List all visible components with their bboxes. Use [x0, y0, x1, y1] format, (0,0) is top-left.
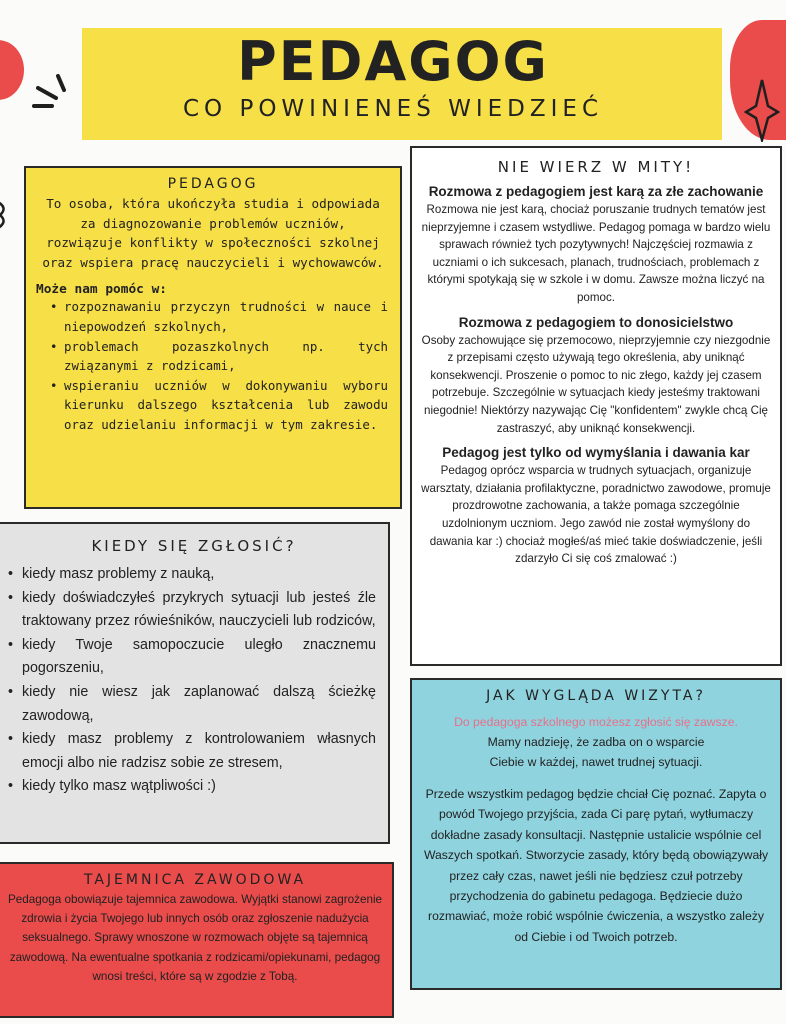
myths-box [410, 146, 782, 666]
myth-title: Pedagog jest tylko od wymyślania i dawania kar [442, 445, 750, 461]
when-item: • kiedy tylko masz wątpliwości :) [22, 775, 376, 799]
visit-intro: Mamy nadzieję, że zadba on o wsparcie Ciebie w każdej, nawet trudnej sytuacji. [487, 735, 705, 769]
myth-item [412, 445, 780, 568]
when-item: • kiedy nie wiesz jak zaplanować dalszą ścieżkę zawodową, [22, 681, 376, 728]
page-title: PEDAGOG [237, 30, 549, 93]
visit-heading: JAK WYGLĄDA WIZYTA? [486, 688, 706, 704]
myth-item [412, 184, 780, 307]
help-item: • wspieraniu uczniów w dokonywaniu wyboru kierunku dalszego kształcenia lub zawodu oraz udzielaniu informacji w tym zakresie. [64, 376, 388, 435]
myths-heading: NIE WIERZ W MITY! [497, 158, 695, 176]
myth-title: Rozmowa z pedagogiem jest karą za złe zachowanie [428, 184, 764, 199]
secret-text: Pedagoga obowiązuje tajemnica zawodowa. Wyjątki stanowi zagrożenie zdrowia i życia Twojego lub innych osób oraz zgłoszenie nadużycia seksualnego. Sprawy wnoszone w rozmowach objęte są tajemnicą zawodową. Na ewentualne spotkania z rodzicami/opiekunami, pedagog wnosi treści, które są w zgodzie z Tobą. [7, 893, 383, 983]
visit-text: Przede wszystkim pedagog będzie chciał Cię poznać. Zapyta o powód Twojego przyjścia, zada Ci parę pytań, wytłumaczy dokładne zasady konsultacji. Następnie ustalicie wspólnie cel Waszych spotkań. Stworzycie zasady, który będą obowiązywały przez cały czas, nawet jeśli nie będziesz czuł potrzeby przychodzenia do gabinetu pedagoga. Będziecie dużo rozmawiać, może robić wspólnie ćwiczenia, a wszystko zależy od Ciebie i od Twoich potrzeb. [423, 787, 769, 944]
help-item: • problemach pozaszkolnych np. tych związanymi z rodzicami, [64, 337, 388, 376]
when-heading: KIEDY SIĘ ZGŁOSIĆ? [91, 537, 297, 555]
myth-title: Rozmowa z pedagogiem to donosicielstwo [458, 314, 734, 330]
when-item: • kiedy masz problemy z nauką, [22, 563, 376, 587]
visit-highlight: Do pedagoga szkolnego możesz zgłosić się zawsze. [454, 715, 738, 729]
help-item: • rozpoznawaniu przyczyn trudności w nauce i niepowodzeń szkolnych, [64, 297, 388, 336]
when-item: • kiedy masz problemy z kontrolowaniem własnych emocji albo nie radzisz sobie ze stresem, [22, 728, 376, 775]
help-heading: Może nam pomóc w: [36, 282, 167, 298]
when-list [0, 563, 388, 799]
when-item: • kiedy doświadczyłeś przykrych sytuacji lub jesteś źle traktowany przez rówieśników, nauczycieli lub rodziców, [22, 587, 376, 634]
myth-item [412, 315, 780, 438]
when-box [0, 522, 390, 844]
pedagog-box [24, 166, 402, 509]
myth-text: Osoby zachowujące się przemocowo, nieprzyjemnie czy niezgodnie z przepisami często używają tego określenia, aby uniknąć konsekwencji. Proszenie o pomoc to nic złego, każdy jej czasem potrzebuje. Szczególnie w sytuacjach kiedy jesteśmy traktowani niegodnie! Niektórzy nazywając Cię "konfidentem" zwykle chcą Cię zastraszyć, aby uniknąć konsekwencji. [421, 333, 771, 435]
secret-heading: TAJEMNICA ZAWODOWA [83, 872, 307, 888]
decor-curve-icon [0, 200, 10, 230]
myth-text: Pedagog oprócz wsparcia w trudnych sytuacjach, organizuje warsztaty, działania profilaktyczne, poradnictwo zawodowe, promuje prozdrowotne zachowania, a także pomaga szczególnie uzdolnionym uczniom. Jego zawód nie został wymyślony do dawania kar :) chociaż mogłeś/aś mieć takie doświadczenie, jeśli zdarzyło Ci się coś zmalować :) [421, 464, 771, 566]
page-subtitle: CO POWINIENEŚ WIEDZIEĆ [182, 96, 604, 122]
help-list [26, 297, 400, 434]
secret-box [0, 862, 394, 1018]
pedagog-intro: To osoba, która ukończyła studia i odpowiada za diagnozowanie problemów uczniów, rozwiązuje konflikty w społeczności szkolnej oraz wspiera pracę nauczycieli i wychowawców. [42, 196, 384, 270]
myth-text: Rozmowa nie jest karą, chociaż poruszanie trudnych tematów jest nieprzyjemne i czasem wstydliwe. Pedagog pomaga w bardzo wielu sprawach również tych pozytywnych! Najczęściej rozmawia z uczniami o ich sukcesach, planach, trudnościach, problemach z którymi spotykają się w szkole i w domu. Zawsze można liczyć na pomoc. [421, 203, 771, 304]
pedagog-heading: PEDAGOG [167, 176, 259, 192]
when-item: • kiedy Twoje samopoczucie uległo znacznemu pogorszeniu, [22, 634, 376, 681]
visit-box [410, 678, 782, 990]
